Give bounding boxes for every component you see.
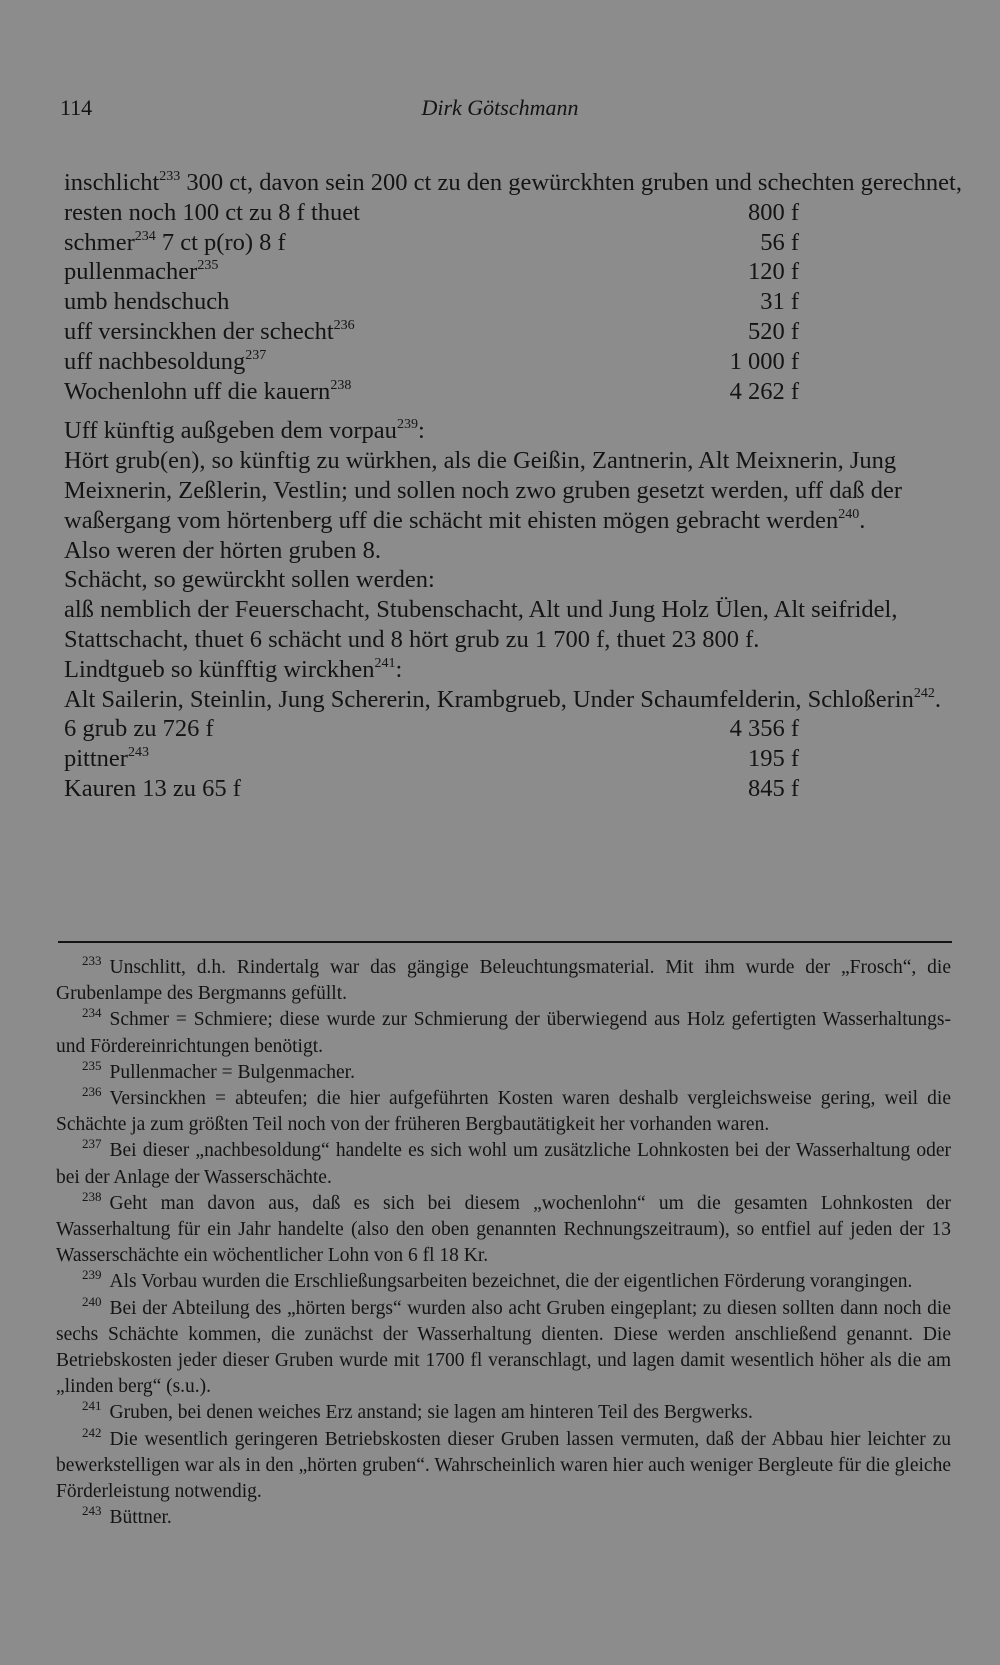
cost-label (64, 377, 351, 407)
footnote-number: 236 (82, 1084, 102, 1100)
intro-paragraph: inschlicht$^{233}$ 300 ct, davon sein 200 ct zu den gewürckhten gruben und schechten gerechnet, (64, 169, 962, 196)
cost-amount: 4 262 f (729, 377, 799, 405)
schaecht-heading: Schächt, so gewürckht sollen werden: (64, 566, 435, 594)
footnote-ref: 243 (127, 745, 149, 761)
footnote-number: 238 (82, 1188, 102, 1204)
schaecht-paragraph: alß nemblich der Feuerschacht, Stubenschacht, Alt und Jung Holz Ülen, Alt seifridel, Stattschacht, thuet 6 schächt und 8 hört grub zu 1 700 f, thuet 23 800 f. (64, 596, 898, 653)
footnote (56, 1007, 951, 1059)
footnote-text: Schmer = Schmiere; diese wurde zur Schmierung der überwiegend aus Holz gefertigten Wasserhaltungs- und Fördereinrichtungen benötigt. (56, 1009, 951, 1057)
cost-row (64, 744, 799, 774)
footnote-ref: 234 (134, 228, 156, 244)
cost-row (64, 377, 799, 407)
lindt-heading: Lindtgueb so künfftig wirckhen$^{241}$: (64, 655, 403, 683)
cost-amount: 31 f (760, 288, 799, 316)
footnote (56, 1086, 951, 1138)
cost-amount: 800 f (747, 198, 799, 226)
running-head: Dirk Götschmann (421, 95, 579, 120)
cost-row (64, 317, 799, 347)
vorpau-heading: Uff künftig außgeben dem vorpau$^{239}$: (64, 417, 425, 445)
footnote-number: 243 (82, 1503, 102, 1519)
main-text (64, 168, 964, 804)
cost-label (64, 257, 218, 287)
cost-label-text: umb hendschuch (64, 288, 230, 316)
cost-amount: 120 f (747, 258, 799, 286)
footnote (56, 1188, 951, 1270)
cost-label (64, 774, 241, 804)
footnote-number: 239 (82, 1267, 102, 1283)
cost-row (64, 198, 799, 228)
footnote-number: 242 (82, 1424, 102, 1440)
cost-row (64, 287, 799, 317)
footnote-text: Die wesentlich geringeren Betriebskosten dieser Gruben lassen vermuten, daß der Abbau hier leichter zu bewerkstelligen war als in den „hörten gruben“. Wahrscheinlich waren hier auch weniger Bergleute für die gleiche Förderleistung notwendig. (56, 1428, 951, 1503)
cost-list-1 (64, 198, 964, 407)
cost-amount: 845 f (747, 774, 799, 802)
footnote (56, 955, 951, 1007)
footnote (56, 1057, 951, 1086)
cost-label (64, 317, 355, 347)
cost-amount: 56 f (760, 228, 799, 256)
cost-amount: 4 356 f (729, 715, 799, 743)
cost-label-text: uff versinckhen der schecht (64, 317, 334, 345)
cost-row (64, 257, 799, 287)
footnote-text: Bei der Abteilung des „hörten bergs“ wurden also acht Gruben eingeplant; zu diesen sollten dann noch die sechs Schächte kommen, die zunächst der Wasserhaltung dienten. Diese werden anschließend genannt. Die Betriebskosten jeder dieser Gruben wurde mit 1700 fl veranschlagt, und lagen damit wesentlich höher als die am „linden berg“ (s.u.). (56, 1297, 951, 1398)
cost-label-text: resten noch 100 ct zu 8 f thuet (64, 198, 360, 226)
cost-amount: 520 f (747, 317, 799, 345)
sailer-paragraph: Alt Sailerin, Steinlin, Jung Schererin, Krambgrueb, Under Schaumfelderin, Schloßerin$^{242}$. (64, 685, 941, 713)
footnote-number: 234 (82, 1005, 102, 1021)
cost-label-rest: 7 ct p(ro) 8 f (155, 228, 286, 256)
cost-row (64, 714, 799, 744)
cost-label-text: 6 grub zu 726 f (64, 715, 214, 743)
footnote-text: Unschlitt, d.h. Rindertalg war das gängige Beleuchtungsmaterial. Mit ihm wurde der „Frosch“, die Grubenlampe des Bergmanns gefüllt. (56, 957, 951, 1005)
cost-label (64, 347, 266, 377)
cost-label-text: pittner (64, 745, 128, 773)
footnote-ref: 240 (838, 506, 860, 522)
footnote-ref: 237 (245, 347, 267, 363)
footnote (56, 1424, 951, 1506)
footnote-text: Büttner. (109, 1507, 172, 1529)
cost-label (64, 744, 149, 774)
cost-row (64, 228, 799, 258)
footnote (56, 1505, 951, 1531)
footnote-divider (58, 941, 952, 943)
page-header (60, 95, 940, 125)
footnote-text: Geht man davon aus, daß es sich bei diesem „wochenlohn“ um die gesamten Lohnkosten der Wasserhaltung für ein Jahr handelte (also den oben genannten Rechnungszeitraum), so entfiel auf jeden der 13 Wasserschächte ein wöchentlicher Lohn von 6 fl 18 Kr. (56, 1192, 951, 1267)
footnote-number: 235 (82, 1057, 102, 1073)
hoert-paragraph: Hört grub(en), so künftig zu würkhen, als die Geißin, Zantnerin, Alt Meixnerin, Jung Meixnerin, Zeßlerin, Vestlin; und sollen noch zwo gruben gesetzt werden, uff daß der waßergang vom hörtenberg uff die schächt mit ehisten mögen gebracht werden$^{240}$. (64, 447, 902, 534)
cost-label (64, 198, 360, 228)
cost-amount: 1 000 f (729, 347, 799, 375)
footnote-number: 241 (82, 1398, 102, 1414)
cost-label (64, 287, 229, 317)
footnote-number: 237 (82, 1136, 102, 1152)
cost-label (64, 714, 214, 744)
cost-list-2 (64, 714, 964, 803)
cost-row (64, 347, 799, 377)
cost-label-text: uff nachbesoldung (64, 347, 246, 375)
cost-label-text: pullenmacher (64, 258, 198, 286)
footnote-text: Versinckhen = abteufen; die hier aufgeführten Kosten waren deshalb vergleichsweise gering, weil die Schächte ja zum größten Teil noch von der früheren Bergbautätigkeit her vorhanden waren. (56, 1088, 951, 1136)
footnote-number: 233 (82, 953, 102, 968)
cost-label (64, 228, 286, 258)
page-number: 114 (60, 95, 93, 120)
footnote-text: Als Vorbau wurden die Erschließungsarbeiten bezeichnet, die der eigentlichen Förderung vorangingen. (109, 1271, 913, 1293)
footnote (56, 1269, 951, 1295)
footnote-ref: 238 (330, 377, 352, 393)
cost-label-text: schmer (64, 228, 135, 256)
footnote-ref: 241 (374, 655, 396, 671)
footnote (56, 1400, 951, 1426)
footnote-ref: 242 (913, 685, 935, 701)
footnote-ref: 235 (197, 258, 219, 274)
cost-label-text: Kauren 13 zu 65 f (64, 774, 241, 802)
footnotes (56, 955, 951, 1531)
also-line: Also weren der hörten gruben 8. (64, 536, 382, 564)
footnote-ref: 236 (333, 317, 355, 333)
footnote-text: Gruben, bei denen weiches Erz anstand; sie lagen am hinteren Teil des Bergwerks. (109, 1402, 753, 1424)
footnote-ref: 233 (159, 169, 181, 184)
cost-row (64, 774, 799, 804)
footnote-text: Pullenmacher = Bulgenmacher. (109, 1061, 355, 1083)
footnote (56, 1293, 951, 1401)
footnote-ref: 239 (396, 417, 418, 433)
footnote-text: Bei dieser „nachbesoldung“ handelte es sich wohl um zusätzliche Lohnkosten bei der Wasserhaltung oder bei der Anlage der Wasserschächte. (56, 1140, 951, 1188)
cost-amount: 195 f (747, 745, 799, 773)
footnote-number: 240 (82, 1293, 102, 1309)
footnote (56, 1138, 951, 1190)
cost-label-text: Wochenlohn uff die kauern (64, 377, 331, 405)
